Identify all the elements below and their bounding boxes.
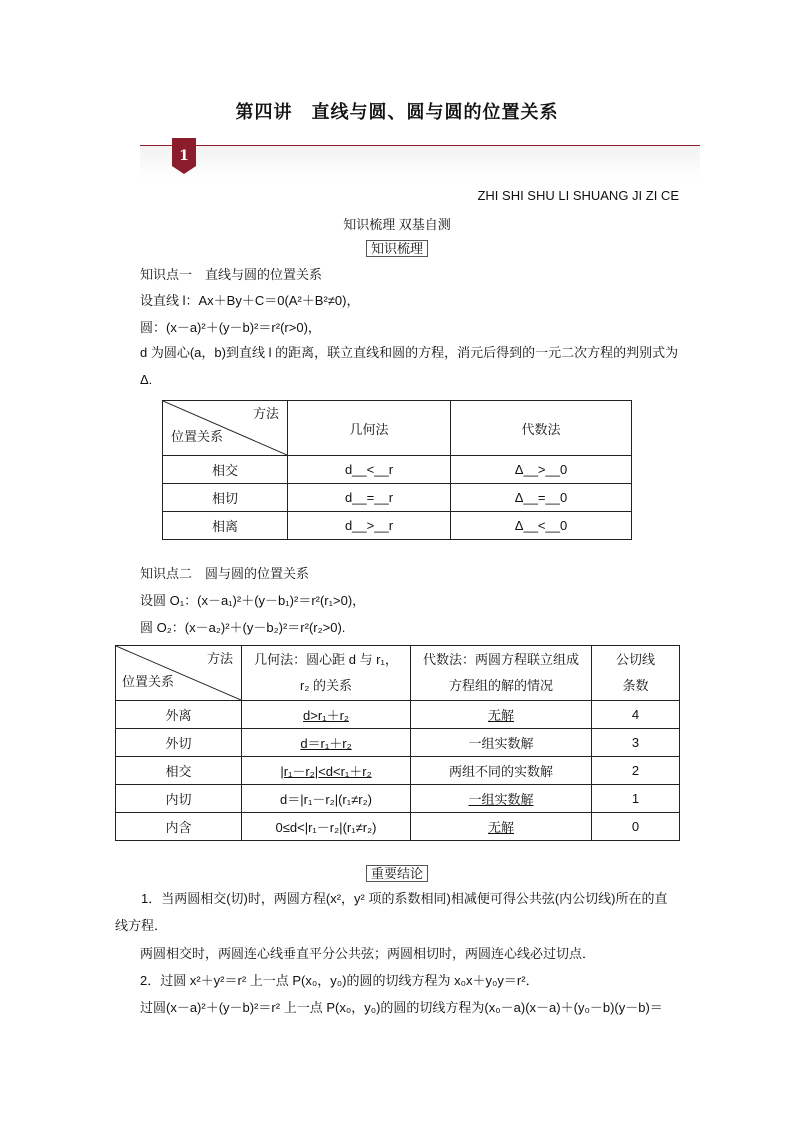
table1-row-alg: Δ__=__0 bbox=[451, 484, 632, 512]
table1-col-geo: 几何法 bbox=[288, 401, 451, 456]
table1-row-geo: d__<__r bbox=[288, 456, 451, 484]
table2-row-name: 内切 bbox=[116, 785, 242, 813]
table1-row-name: 相离 bbox=[163, 512, 288, 540]
table2-row-count: 2 bbox=[592, 757, 680, 785]
table2-row-name: 相交 bbox=[116, 757, 242, 785]
banner-line bbox=[140, 145, 700, 146]
conclusion-2: 2．过圆 x²＋y²＝r² 上一点 P(x₀，y₀)的圆的切线方程为 x₀x＋y₀y＝r²． bbox=[140, 973, 539, 988]
kp1-line1: 设直线 l：Ax＋By＋C＝0(A²＋B²≠0)， bbox=[140, 293, 360, 308]
table2-row-alg: 两组不同的实数解 bbox=[411, 757, 592, 785]
table1-corner-top: 方法 bbox=[252, 406, 279, 421]
table2-row-alg bbox=[411, 785, 592, 813]
table2-row-geo bbox=[242, 729, 411, 757]
section-title: 知识梳理 双基自测 bbox=[343, 217, 451, 232]
kp1-para: d 为圆心(a，b)到直线 l 的距离，联立直线和圆的方程，消元后得到的一元二次方程的判别式为 Δ. bbox=[140, 345, 679, 387]
table2-row-geo-text: |r₁－r₂|<d<r₁＋r₂ bbox=[280, 764, 372, 779]
table2-row-geo: 0≤d<|r₁－r₂|(r₁≠r₂) bbox=[242, 813, 411, 841]
table2-row-geo: d＝|r₁－r₂|(r₁≠r₂) bbox=[242, 785, 411, 813]
table2-col-geo-a: 几何法：圆心距 d 与 r₁， bbox=[254, 652, 398, 667]
table1-row-name: 相交 bbox=[163, 456, 288, 484]
table2-row-count: 0 bbox=[592, 813, 680, 841]
table2-col-count-b: 条数 bbox=[622, 678, 649, 693]
boxed-label-wrap-2 bbox=[0, 865, 794, 882]
page-title: 第四讲 直线与圆、圆与圆的位置关系 bbox=[235, 102, 559, 123]
table-circle-circle bbox=[115, 645, 680, 841]
table2-row-count: 4 bbox=[592, 701, 680, 729]
boxed-label-wrap bbox=[0, 240, 794, 257]
table2-corner-top: 方法 bbox=[206, 651, 233, 666]
table2-row-alg-text: 一组实数解 bbox=[468, 792, 534, 807]
boxed-label-conclusions: 重要结论 bbox=[366, 865, 428, 882]
badge-number: 1 bbox=[179, 148, 189, 164]
table2-corner bbox=[116, 646, 242, 701]
conclusion-2b: 过圆(x－a)²＋(y－b)²＝r² 上一点 P(x₀，y₀)的圆的切线方程为(x₀－a)(x－a)＋(y₀－b)(y－b)＝ bbox=[140, 1000, 663, 1015]
table1-col-alg: 代数法 bbox=[451, 401, 632, 456]
table1-corner-bottom: 位置关系 bbox=[171, 429, 224, 444]
table2-col-count-a: 公切线 bbox=[615, 652, 655, 667]
table2-corner-bottom: 位置关系 bbox=[122, 674, 175, 689]
table2-row-name: 内含 bbox=[116, 813, 242, 841]
table1-row-alg: Δ__<__0 bbox=[451, 512, 632, 540]
table2-row-alg bbox=[411, 813, 592, 841]
kp2-line1: 设圆 O₁：(x－a₁)²＋(y－b₁)²＝r²(r₁>0)， bbox=[140, 593, 366, 608]
table1-row-geo: d__>__r bbox=[288, 512, 451, 540]
table2-row-name: 外离 bbox=[116, 701, 242, 729]
table2-row-geo bbox=[242, 757, 411, 785]
table-line-circle bbox=[162, 400, 632, 540]
table2-row-alg-text: 无解 bbox=[487, 708, 514, 723]
boxed-label-knowledge: 知识梳理 bbox=[366, 240, 428, 257]
kp1-line2: 圆：(x－a)²＋(y－b)²＝r²(r>0)， bbox=[140, 320, 321, 335]
table2-col-alg bbox=[411, 646, 592, 701]
table1-row-alg: Δ__>__0 bbox=[451, 456, 632, 484]
table1-corner bbox=[163, 401, 288, 456]
conclusion-1b: 两圆相交时，两圆连心线垂直平分公共弦；两圆相切时，两圆连心线必过切点． bbox=[140, 946, 596, 961]
banner-shade bbox=[140, 146, 700, 180]
table2-row-alg-text: 无解 bbox=[487, 820, 514, 835]
table2-col-count bbox=[592, 646, 680, 701]
table2-col-geo-b: r₂ 的关系 bbox=[300, 678, 352, 693]
table2-col-alg-a: 代数法：两圆方程联立组成 bbox=[422, 652, 579, 667]
kp1-heading: 知识点一 直线与圆的位置关系 bbox=[140, 267, 323, 282]
table1-row-name: 相切 bbox=[163, 484, 288, 512]
kp2-heading: 知识点二 圆与圆的位置关系 bbox=[140, 566, 310, 581]
table2-row-alg bbox=[411, 701, 592, 729]
table2-row-alg: 一组实数解 bbox=[411, 729, 592, 757]
section-badge bbox=[172, 138, 196, 174]
table2-row-geo-text: d＝r₁＋r₂ bbox=[300, 736, 352, 751]
table2-row-count: 3 bbox=[592, 729, 680, 757]
table2-col-geo bbox=[242, 646, 411, 701]
pinyin-heading: ZHI SHI SHU LI SHUANG JI ZI CE bbox=[477, 188, 679, 203]
kp2-line2: 圆 O₂：(x－a₂)²＋(y－b₂)²＝r²(r₂>0). bbox=[140, 620, 346, 635]
table1-row-geo: d__=__r bbox=[288, 484, 451, 512]
table2-row-geo-text: d>r₁＋r₂ bbox=[303, 708, 349, 723]
table2-col-alg-b: 方程组的解的情况 bbox=[448, 678, 553, 693]
table2-row-count: 1 bbox=[592, 785, 680, 813]
conclusion-1: 1．当两圆相交(切)时，两圆方程(x²，y² 项的系数相同)相减便可得公共弦(内公切线)所在的直线方程． bbox=[115, 891, 668, 933]
table2-row-geo bbox=[242, 701, 411, 729]
table2-row-name: 外切 bbox=[116, 729, 242, 757]
